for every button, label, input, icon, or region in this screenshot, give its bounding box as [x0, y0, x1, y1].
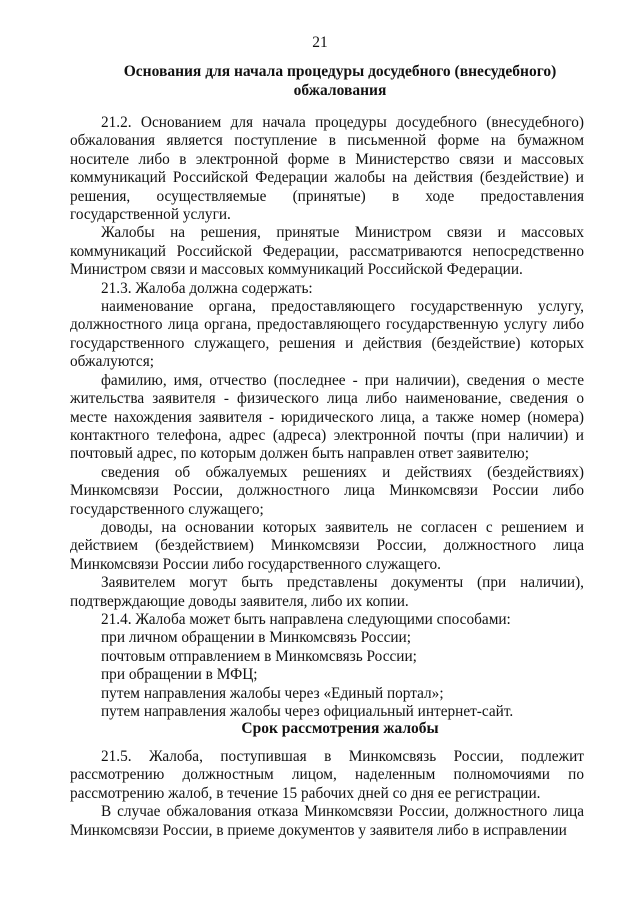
paragraph-arguments: доводы, на основании которых заявитель не согласен с решением и действием (бездействием) Минкомсвязи России, должностного лица Минкомсвязи России либо государственного служащего. — [70, 518, 584, 573]
list-item-unified-portal: путем направления жалобы через «Единый портал»; — [101, 684, 444, 702]
paragraph-21-5: 21.5. Жалоба, поступившая в Минкомсвязь России, подлежит рассмотрению должностным лицом, наделенным полномочиями по рассмотрению жалоб, в течение 15 рабочих дней со дня ее регистрации. — [70, 748, 584, 802]
paragraph-21-2: 21.2. Основанием для начала процедуры досудебного (внесудебного) обжалования является поступление в письменной форме на бумажном носителе либо в электронной форме в Министерство связи и массовых коммуникаций Российской Федерации жалобы на действия (бездействие) и решения, осуществляемые (принятые) в ходе предоставления государственной услуги. — [70, 114, 584, 224]
paragraph-applicant-details: фамилию, имя, отчество (последнее - при наличии), сведения о месте жительства заявителя - физического лица либо наименование, сведения о месте нахождения заявителя - юридического лица, а также номер (номера) контактного телефона, адрес (адреса) электронной почты (при наличии) и почтовый адрес, по которым должен быть направлен ответ заявителю; — [70, 371, 584, 463]
list-item-official-website: путем направления жалобы через официальный интернет-сайт. — [101, 703, 514, 720]
paragraph-refusal-appeal: В случае обжалования отказа Минкомсвязи России, должностного лица Минкомсвязи России, в приеме документов у заявителя либо в исправлении — [70, 803, 584, 839]
paragraph-21-3: 21.3. Жалоба должна содержать: — [101, 279, 313, 297]
paragraph-authority-name: наименование органа, предоставляющего государственную услугу, должностного лица органа, предоставляющего государственную услугу либо государственного служащего, решения и действия (бездействие) которых обжалуются; — [70, 298, 584, 371]
section-body-grounds — [70, 114, 584, 721]
list-item-personal-visit: при личном обращении в Минкомсвязь России; — [101, 629, 411, 647]
section-body-review-period — [70, 748, 584, 840]
paragraph-minister-complaints: Жалобы на решения, принятые Министром связи и массовых коммуникаций Российской Федерации, рассматриваются непосредственно Министром связи и массовых коммуникаций Российской Федерации. — [70, 224, 584, 279]
list-item-mfc: при обращении в МФЦ; — [101, 666, 258, 684]
list-item-postal: почтовым отправлением в Минкомсвязь России; — [101, 647, 417, 665]
section-heading-grounds: Основания для начала процедуры досудебного (внесудебного) обжалования — [123, 63, 557, 99]
page-number: 21 — [312, 34, 328, 51]
section-heading-review-period: Срок рассмотрения жалобы — [241, 720, 439, 737]
paragraph-supporting-documents: Заявителем могут быть представлены документы (при наличии), подтверждающие доводы заявителя, либо их копии. — [70, 574, 584, 610]
paragraph-21-4: 21.4. Жалоба может быть направлена следующими способами: — [101, 610, 511, 628]
paragraph-appealed-decisions: сведения об обжалуемых решениях и действиях (бездействиях) Минкомсвязи России, должностного лица Минкомсвязи России либо государственного служащего; — [70, 463, 584, 518]
